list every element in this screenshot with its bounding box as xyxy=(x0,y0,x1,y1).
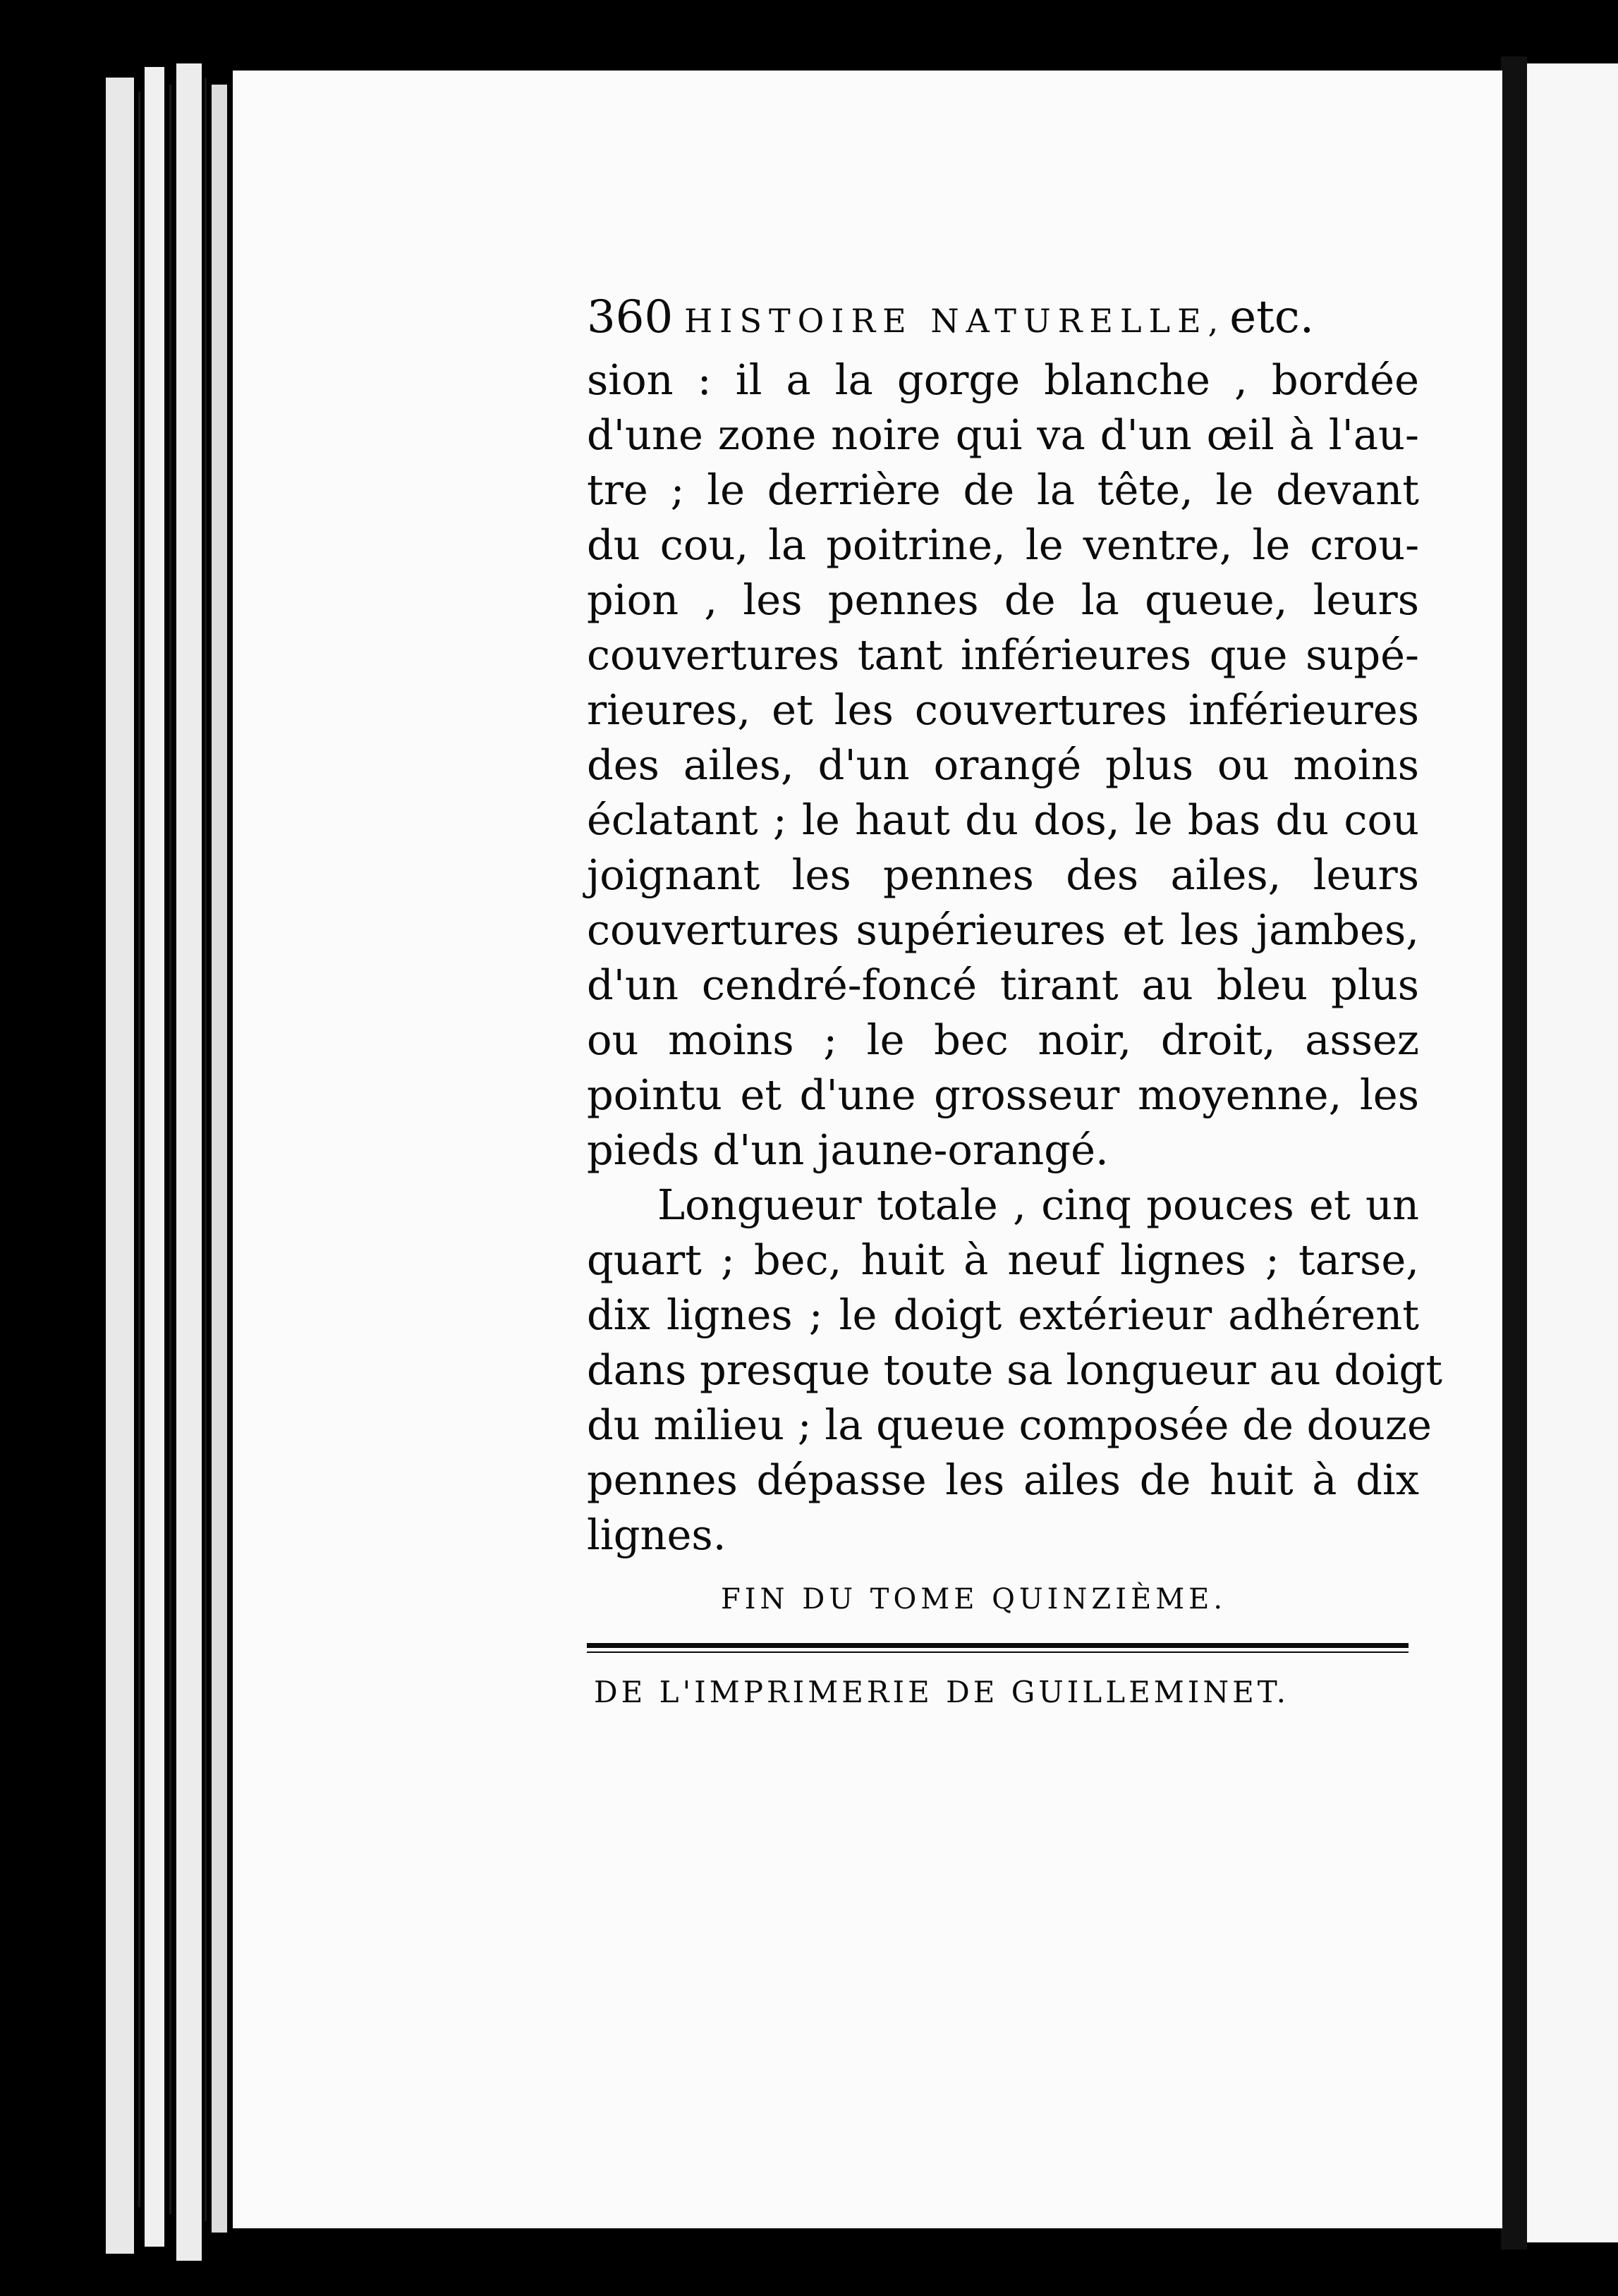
text-line: du cou, la poitrine, le ventre, le crou- xyxy=(587,520,1419,569)
text-line: éclatant ; le haut du dos, le bas du cou xyxy=(587,795,1419,844)
text-block xyxy=(587,282,1442,1714)
text-line: pieds d'un jaune-orangé. xyxy=(587,1125,1109,1174)
page-edge xyxy=(106,78,134,2254)
running-title: HISTOIRE NATURELLE, xyxy=(684,302,1226,340)
text-line: ou moins ; le bec noir, droit, assez xyxy=(587,1015,1419,1064)
running-header xyxy=(587,282,1419,353)
text-line: quart ; bec, huit à neuf lignes ; tarse, xyxy=(587,1235,1419,1284)
page-edge-shadow xyxy=(138,92,140,2207)
text-line: Longueur totale , cinq pouces et un xyxy=(657,1180,1419,1229)
text-line: dans presque toute sa longueur au doigt xyxy=(587,1345,1442,1394)
text-line: lignes. xyxy=(587,1510,726,1559)
text-line: d'une zone noire qui va d'un œil à l'au- xyxy=(587,410,1419,459)
rule-thin xyxy=(587,1651,1409,1653)
gutter-shadow xyxy=(1501,56,1527,2249)
text-line: couvertures tant inférieures que supé- xyxy=(587,630,1419,679)
text-line: sion : il a la gorge blanche , bordée xyxy=(587,355,1419,404)
rule-thick xyxy=(587,1643,1409,1648)
text-line: rieures, et les couvertures inférieures xyxy=(587,685,1419,734)
text-line: pion , les pennes de la queue, leurs xyxy=(587,575,1419,624)
running-title-tail: etc. xyxy=(1229,291,1315,343)
text-line: pennes dépasse les ailes de huit à dix xyxy=(587,1455,1419,1504)
text-line: pointu et d'une grosseur moyenne, les xyxy=(587,1070,1419,1119)
page-edge xyxy=(212,85,227,2233)
text-line: du milieu ; la queue composée de douze xyxy=(587,1400,1432,1449)
page-number: 360 xyxy=(587,291,674,343)
text-line: couvertures supérieures et les jambes, xyxy=(587,905,1419,954)
paragraph-measurements xyxy=(587,1178,1442,1563)
end-of-volume-note: FIN DU TOME QUINZIÈME. xyxy=(721,1583,1227,1616)
text-line: dix lignes ; le doigt extérieur adhérent xyxy=(587,1290,1419,1339)
printer-imprint: DE L'IMPRIMERIE DE GUILLEMINET. xyxy=(594,1675,1289,1709)
paragraph-description xyxy=(587,353,1419,1178)
page-edge xyxy=(145,67,164,2247)
page-edge xyxy=(176,63,202,2261)
text-line: des ailes, d'un orangé plus ou moins xyxy=(587,740,1419,789)
text-line: joignant les pennes des ailes, leurs xyxy=(587,850,1419,899)
text-line: tre ; le derrière de la tête, le devant xyxy=(587,465,1419,514)
text-line: d'un cendré-foncé tirant au bleu plus xyxy=(587,960,1419,1009)
page-edge-shadow xyxy=(205,78,207,2221)
facing-page-edge xyxy=(1527,63,1618,2242)
page-edge-shadow xyxy=(169,85,171,2214)
